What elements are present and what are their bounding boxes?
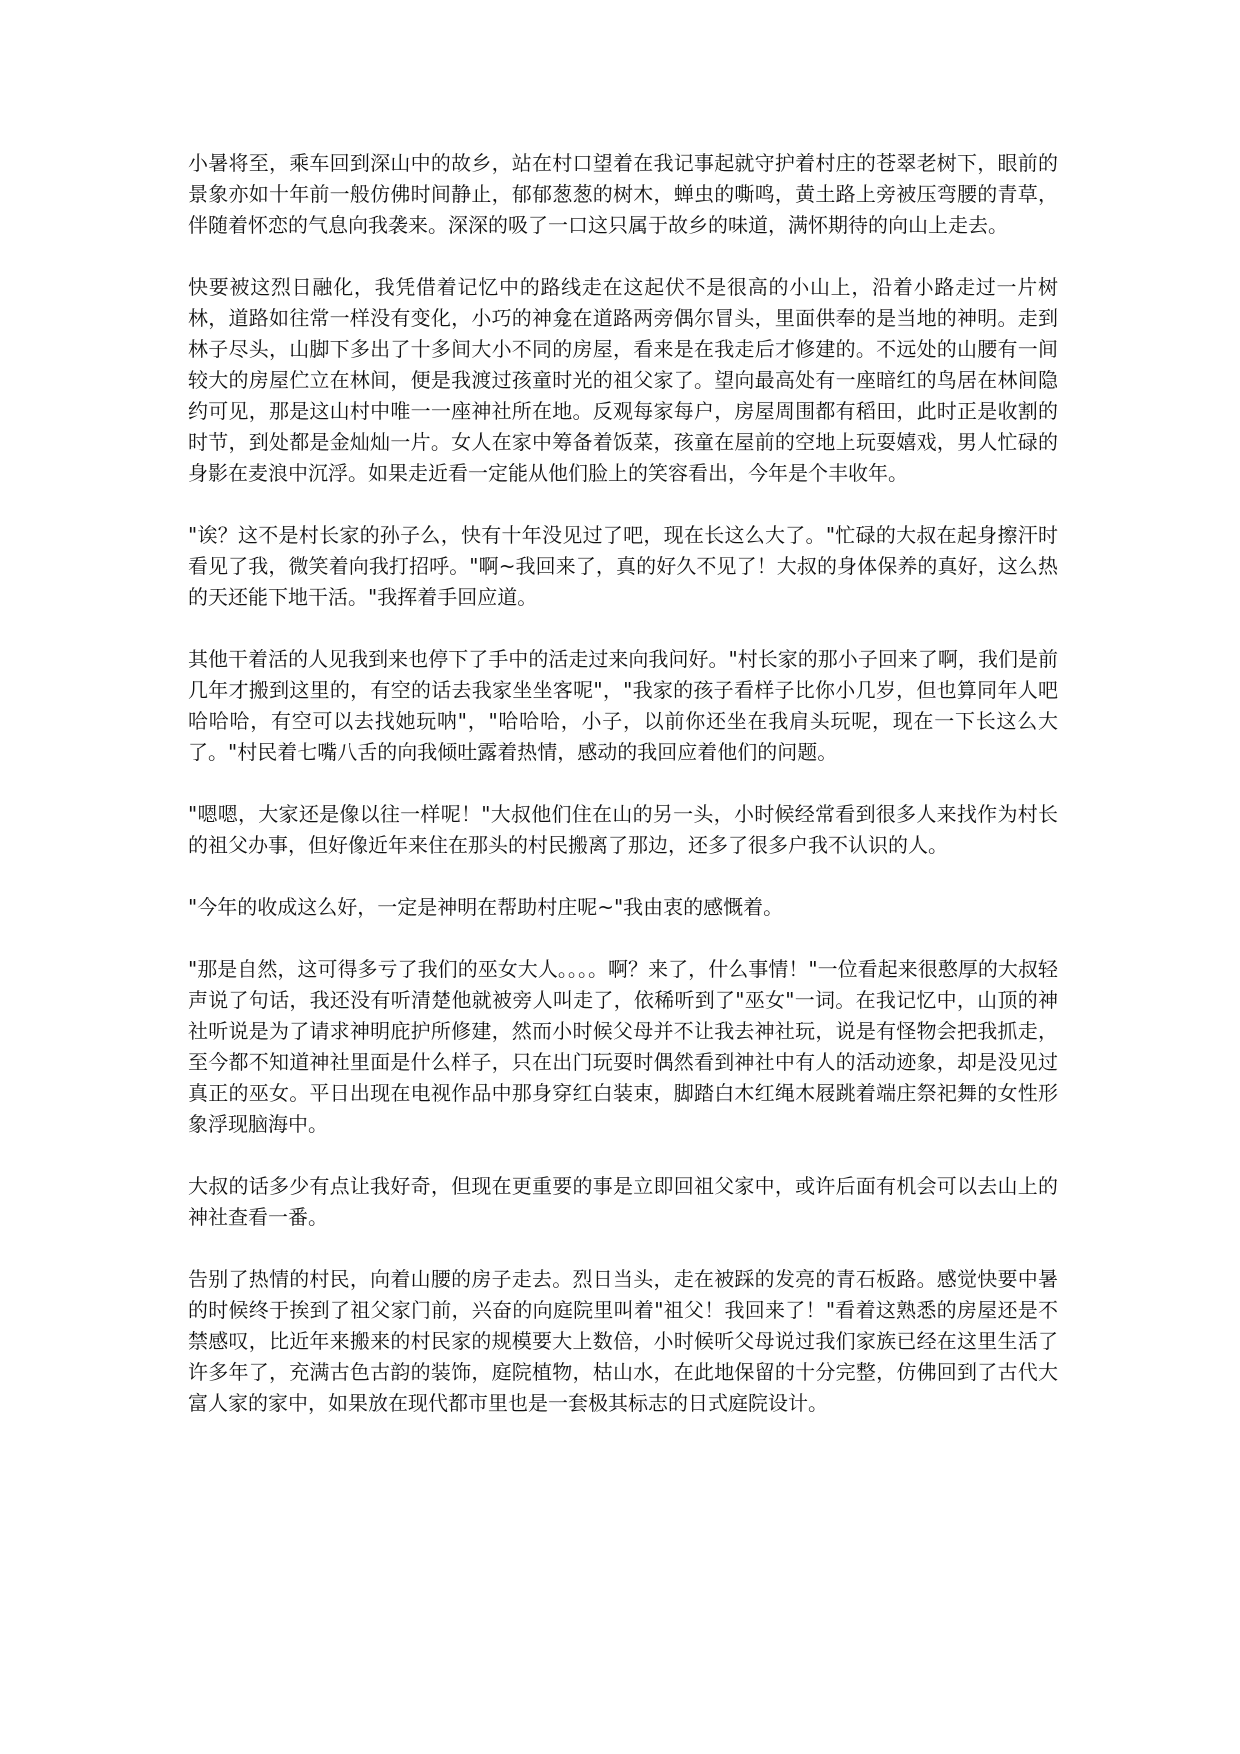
paragraph-3: "诶？这不是村长家的孙子么，快有十年没见过了吧，现在长这么大了。"忙碌的大叔在起身擦汗时看见了我，微笑着向我打招呼。"啊~我回来了，真的好久不见了！大叔的身体保养的真好，这么热的天还能下地干活。"我挥着手回应道。 <box>188 523 1058 609</box>
paragraph-4: 其他干着活的人见我到来也停下了手中的活走过来向我问好。"村长家的那小子回来了啊，我们是前几年才搬到这里的，有空的话去我家坐坐客呢"，"我家的孩子看样子比你小几岁，但也算同年人吧哈哈哈，有空可以去找她玩呐"，"哈哈哈，小子，以前你还坐在我肩头玩呢，现在一下长这么大了。"村民着七嘴八舌的向我倾吐露着热情，感动的我回应着他们的问题。 <box>188 647 1058 764</box>
paragraph-2: 快要被这烈日融化，我凭借着记忆中的路线走在这起伏不是很高的小山上，沿着小路走过一片树林，道路如往常一样没有变化，小巧的神龛在道路两旁偶尔冒头，里面供奉的是当地的神明。走到林子尽头，山脚下多出了十多间大小不同的房屋，看来是在我走后才修建的。不远处的山腰有一间较大的房屋伫立在林间，便是我渡过孩童时光的祖父家了。望向最高处有一座暗红的鸟居在林间隐约可见，那是这山村中唯一一座神社所在地。反观每家每户，房屋周围都有稻田，此时正是收割的时节，到处都是金灿灿一片。女人在家中筹备着饭菜，孩童在屋前的空地上玩耍嬉戏，男人忙碌的身影在麦浪中沉浮。如果走近看一定能从他们脸上的笑容看出，今年是个丰收年。 <box>188 275 1058 485</box>
document-body <box>188 148 1058 1419</box>
paragraph-7: "那是自然，这可得多亏了我们的巫女大人。。。。啊？来了，什么事情！"一位看起来很憨厚的大叔轻声说了句话，我还没有听清楚他就被旁人叫走了，依稀听到了"巫女"一词。在我记忆中，山顶的神社听说是为了请求神明庇护所修建，然而小时候父母并不让我去神社玩，说是有怪物会把我抓走，至今都不知道神社里面是什么样子，只在出门玩耍时偶然看到神社中有人的活动迹象，却是没见过真正的巫女。平日出现在电视作品中那身穿红白装束，脚踏白木红绳木屐跳着端庄祭祀舞的女性形象浮现脑海中。 <box>188 957 1058 1136</box>
paragraph-5: "嗯嗯，大家还是像以往一样呢！"大叔他们住在山的另一头，小时候经常看到很多人来找作为村长的祖父办事，但好像近年来住在那头的村民搬离了那边，还多了很多户我不认识的人。 <box>188 802 1058 857</box>
paragraph-9: 告别了热情的村民，向着山腰的房子走去。烈日当头，走在被踩的发亮的青石板路。感觉快要中暑的时候终于挨到了祖父家门前，兴奋的向庭院里叫着"祖父！我回来了！"看着这熟悉的房屋还是不禁感叹，比近年来搬来的村民家的规模要大上数倍，小时候听父母说过我们家族已经在这里生活了许多年了，充满古色古韵的装饰，庭院植物，枯山水，在此地保留的十分完整，仿佛回到了古代大富人家的家中，如果放在现代都市里也是一套极其标志的日式庭院设计。 <box>188 1267 1058 1415</box>
paragraph-1: 小暑将至，乘车回到深山中的故乡，站在村口望着在我记事起就守护着村庄的苍翠老树下，眼前的景象亦如十年前一般仿佛时间静止，郁郁葱葱的树木，蝉虫的嘶鸣，黄土路上旁被压弯腰的青草，伴随着怀恋的气息向我袭来。深深的吸了一口这只属于故乡的味道，满怀期待的向山上走去。 <box>188 151 1058 237</box>
paragraph-6: "今年的收成这么好，一定是神明在帮助村庄呢~"我由衷的感慨着。 <box>188 895 784 919</box>
paragraph-8: 大叔的话多少有点让我好奇，但现在更重要的事是立即回祖父家中，或许后面有机会可以去山上的神社查看一番。 <box>188 1174 1058 1229</box>
